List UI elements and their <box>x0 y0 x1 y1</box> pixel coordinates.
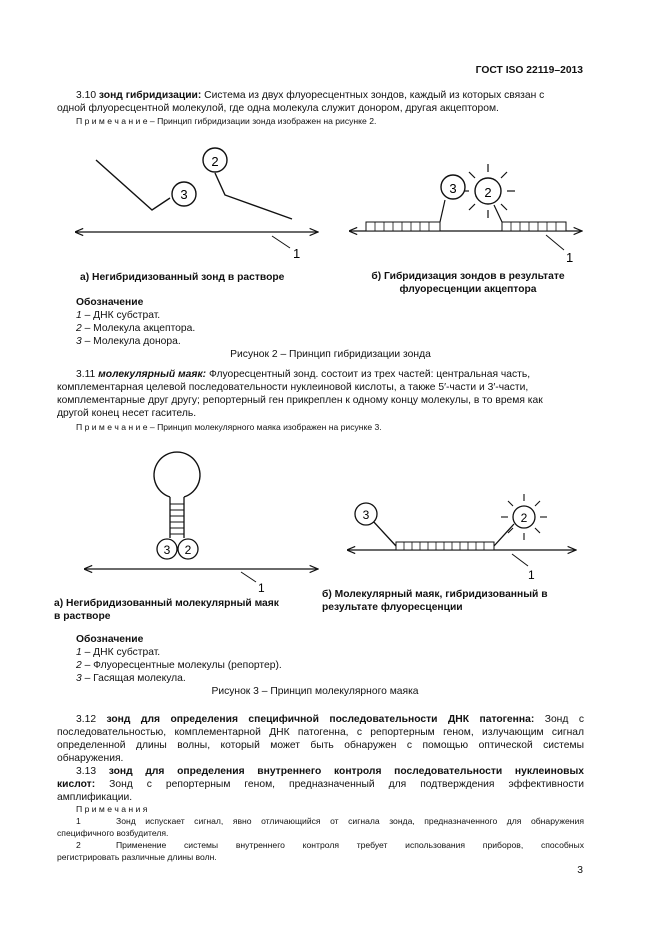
figure-3-legend-title: Обозначение <box>76 634 144 645</box>
notes-label: П р и м е ч а н и я <box>76 804 148 814</box>
note-text: – Принцип гибридизации зонда изображен на рисунке 2. <box>147 116 377 126</box>
section-3-13-line1: 3.13 зонд для определения внутреннего контроля последовательности нуклеиновых <box>76 766 584 777</box>
donor-label: 3 <box>180 187 188 202</box>
probe-segment-right <box>502 222 566 231</box>
page-number: 3 <box>577 865 583 876</box>
section-3-11-line4: другой конец несет гаситель. <box>57 408 197 419</box>
section-3-11-line2: комплементарная целевой последовательности нуклеиновой кислоты, а также 5′-части и 3′-части, <box>57 382 529 393</box>
figure-3-legend-2: 2 – Флуоресцентные молекулы (репортер). <box>76 660 282 671</box>
unhybridized-probe-diagram <box>76 148 318 261</box>
svg-text:1: 1 <box>528 568 535 582</box>
note-1-line1: Зонд испускает сигнал, явно отличающийся от сигнала зонда, предназначенного для обнаружения <box>116 816 584 826</box>
figure-3a-caption-2: в растворе <box>54 611 111 622</box>
figure-2-legend-2: 2 – Молекула акцептора. <box>76 323 196 334</box>
unhybridized-beacon-diagram <box>85 452 318 595</box>
hybridized-probe-diagram <box>350 164 582 265</box>
svg-text:2: 2 <box>520 511 528 525</box>
section-3-12-line3: определенной длины волны, который может быть обнаружен с помощью оптической системы <box>57 740 584 751</box>
stem-rungs <box>170 504 184 534</box>
section-3-11-line1: 3.11 молекулярный маяк: Флуоресцентный зонд. состоит из трех частей: центральная часть, <box>76 369 531 380</box>
figure-3-title: Рисунок 3 – Принцип молекулярного маяка <box>211 686 419 697</box>
figure-2b-caption-1: б) Гибридизация зондов в результате <box>371 271 565 282</box>
hybridized-beacon-diagram <box>348 494 576 582</box>
svg-text:3: 3 <box>362 508 370 522</box>
svg-text:3: 3 <box>163 543 171 557</box>
figure-3b-caption-2: результате флуоресценции <box>322 602 463 613</box>
section-3-13-line3: амплификации. <box>57 792 133 803</box>
probe-strand-2 <box>215 173 292 219</box>
section-3-12-line4: обнаружения. <box>57 753 124 764</box>
section-3-10-line2: одной флуоресцентной молекулой, где одна молекула служит донором, другая акцептором. <box>57 103 499 114</box>
probe-strand-3 <box>96 160 170 210</box>
figure-2a-caption: а) Негибридизованный зонд в растворе <box>80 272 285 283</box>
note-3-11: П р и м е ч а н и е – Принцип молекулярного маяка изображен на рисунке 3. <box>76 422 382 432</box>
leader-line <box>272 236 290 248</box>
section-3-11-line3: комплементарные друг другу; репортерный ген прикреплен к одному концу молекулы, в то время как <box>57 395 543 406</box>
definition-text: Система из двух флуоресцентных зондов, каждый из которых связан с <box>201 90 545 101</box>
note-1-line2: специфичного возбудителя. <box>57 828 169 838</box>
svg-text:2: 2 <box>184 543 192 557</box>
figure-2-legend-title: Обозначение <box>76 297 144 308</box>
figure-2b-caption-2: флуоресценции акцептора <box>399 284 537 295</box>
figure-3b-caption-1: б) Молекулярный маяк, гибридизованный в <box>322 589 548 600</box>
figure-3-legend-1: 1 – ДНК субстрат. <box>76 647 161 658</box>
section-3-13-line2: кислот: Зонд с репортерным геном, предназначенный для подтверждения эффективности <box>57 779 584 790</box>
section-3-12-line1: 3.12 зонд для определения специфичной последовательности ДНК патогенна: Зонд с <box>76 714 584 725</box>
note-label: П р и м е ч а н и е <box>76 116 148 126</box>
term: зонд гибридизации: <box>98 90 202 101</box>
section-3-12-line2: последовательностью, комплементарной ДНК патогенна, с репортерным геном, излучающим сигнал <box>57 727 584 738</box>
beacon-hybrid-segment <box>396 542 494 550</box>
svg-text:1: 1 <box>258 581 265 595</box>
dna-label: 1 <box>293 246 301 261</box>
figure-2-title: Рисунок 2 – Принцип гибридизации зонда <box>230 349 431 360</box>
svg-text:2: 2 <box>484 185 492 200</box>
figure-3-drawing <box>0 440 661 600</box>
figure-2-legend-3: 3 – Молекула донора. <box>76 336 181 347</box>
note-2-line2: регистрировать различные длины волн. <box>57 852 217 862</box>
beacon-loop <box>154 452 200 497</box>
figure-3-legend-3: 3 – Гасящая молекула. <box>76 673 186 684</box>
figure-2-legend-1: 1 – ДНК субстрат. <box>76 310 161 321</box>
svg-text:3: 3 <box>449 181 457 196</box>
note-1-number: 1 <box>76 816 81 826</box>
section-number: 3.10 <box>76 90 97 101</box>
note-2-line1: Применение системы внутреннего контроля требует использования приборов, способных <box>116 840 584 850</box>
figure-3a-caption-1: а) Негибридизованный молекулярный маяк <box>54 598 279 609</box>
acceptor-label: 2 <box>211 154 219 169</box>
note-2-number: 2 <box>76 840 81 850</box>
standard-header: ГОСТ ISO 22119–2013 <box>475 65 583 76</box>
svg-text:1: 1 <box>566 250 574 265</box>
